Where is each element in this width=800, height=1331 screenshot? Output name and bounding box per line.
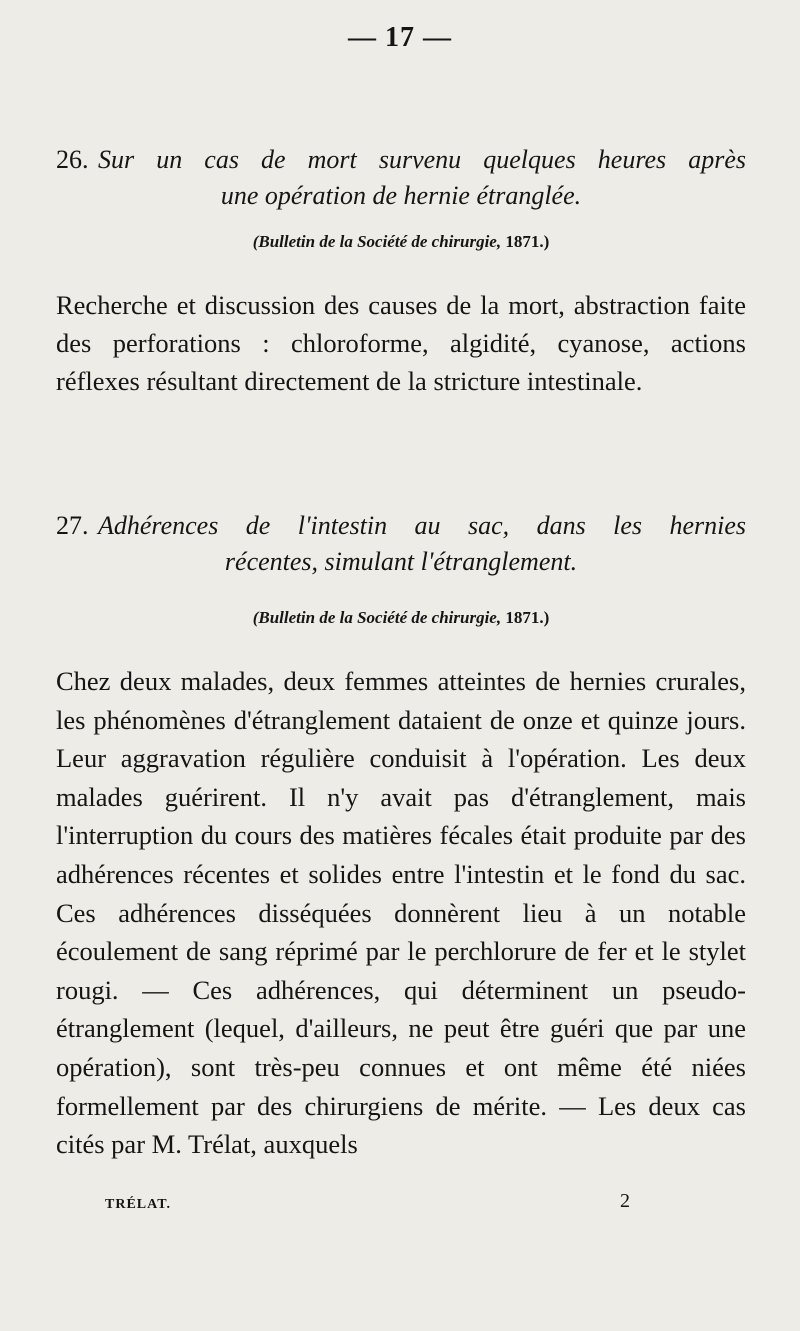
footer-sheet-number: 2 <box>620 1190 630 1212</box>
section-27-body: Chez deux malades, deux femmes atteintes de hernies crurales, les phénomènes d'étranglement dataient de onze et quinze jours. Leur aggravation régulière conduisit à l'opération. Les deux malades guérirent. Il n'y avait pas d'étranglement, mais l'interruption du cours des matières fécales était produite par des adhérences récentes et solides entre l'intestin et le fond du sac. Ces adhérences disséquées donnèrent lieu à un notable écoulement de sang réprimé par le perchlorure de fer et le stylet rougi. — Ces adhérences, qui déterminent un pseudo-étranglement (lequel, d'ailleurs, ne peut être guéri que par une opération), sont très-peu connues et ont même été niées formellement par des chirurgiens de mérite. — Les deux cas cités par M. Trélat, auxquels <box>56 666 746 1160</box>
section-26-body: Recherche et discussion des causes de la mort, abstraction faite des perforations : chloroforme, algidité, cyanose, actions réflexes résultant directement de la stricture intestinale. <box>56 290 746 396</box>
section-27-title-line1: Adhérences de l'intestin au sac, dans les hernies <box>98 511 746 540</box>
section-26-number: 26. <box>56 145 89 174</box>
section-27-citation <box>56 608 746 628</box>
footer-signature: TRÉLAT. <box>105 1197 171 1212</box>
section-26-title <box>56 142 746 214</box>
section-26-citation-source: (Bulletin de la Société de chirurgie, <box>252 232 502 251</box>
section-26-title-line1: Sur un cas de mort survenu quelques heures après <box>98 145 746 174</box>
section-26-title-line2: une opération de hernie étranglée. <box>220 181 582 210</box>
section-27-citation-year: 1871.) <box>505 608 550 627</box>
section-26-citation <box>56 232 746 252</box>
section-27-number: 27. <box>56 511 89 540</box>
section-27-citation-source: (Bulletin de la Société de chirurgie, <box>252 608 502 627</box>
section-26-citation-year: 1871.) <box>505 232 550 251</box>
section-27-title-line2: récentes, simulant l'étranglement. <box>224 547 578 576</box>
page-number: — 17 — <box>348 22 452 53</box>
section-27-title <box>56 508 746 580</box>
